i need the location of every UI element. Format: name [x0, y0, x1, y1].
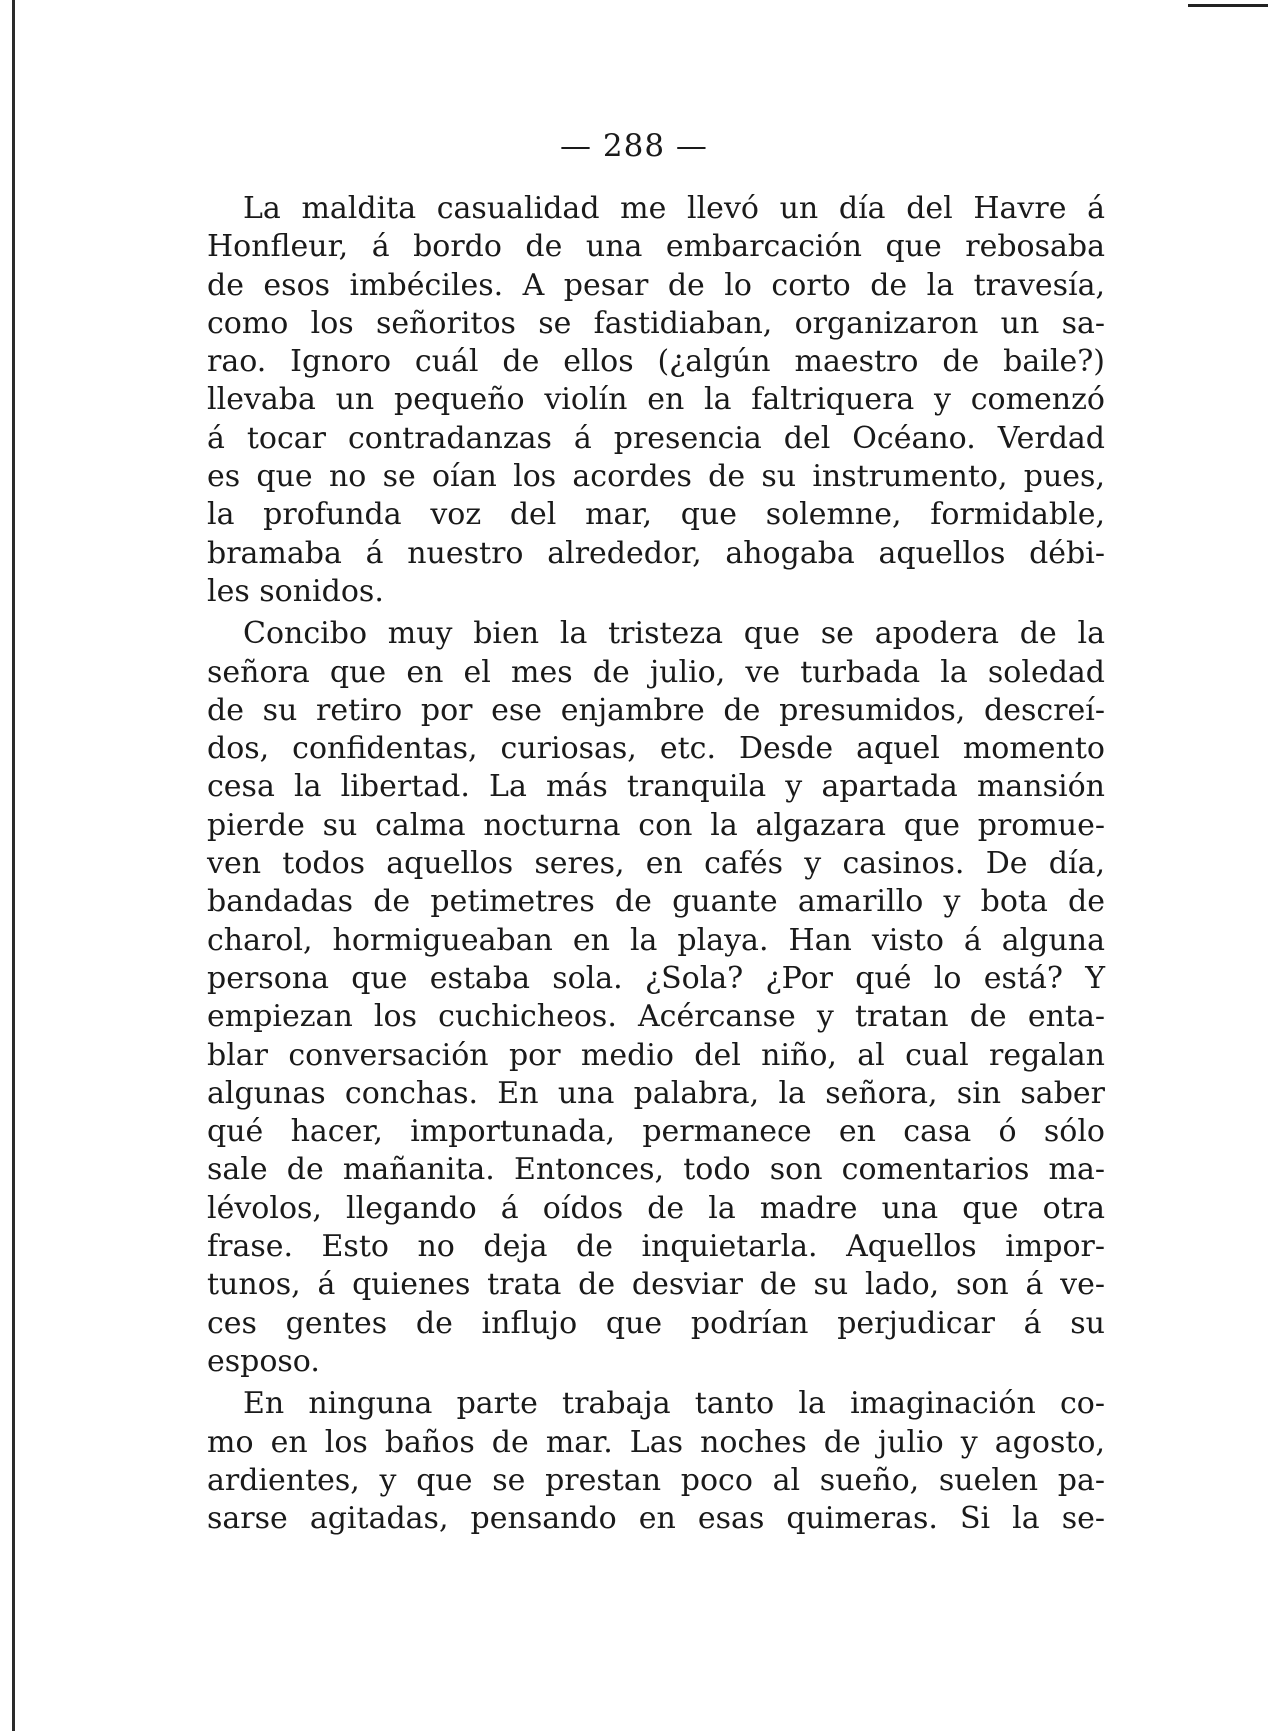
top-rule: [1188, 4, 1268, 7]
text-line: la profunda voz del mar, que solemne, formidable,: [207, 497, 1105, 533]
text-line: lévolos, llegando á oídos de la madre una que otra: [207, 1190, 1105, 1226]
text-line: como los señoritos se fastidiaban, organizaron un sa-: [207, 305, 1105, 341]
text-line: ces gentes de influjo que podrían perjudicar á su: [207, 1305, 1105, 1341]
text-line: de esos imbéciles. A pesar de lo corto de la travesía,: [207, 267, 1105, 303]
text-line: les sonidos.: [207, 573, 384, 609]
text-line: persona que estaba sola. ¿Sola? ¿Por qué lo está? Y: [207, 960, 1105, 996]
text-line: señora que en el mes de julio, ve turbada la soledad: [207, 654, 1105, 690]
text-line: esposo.: [207, 1343, 320, 1379]
text-line: ardientes, y que se prestan poco al sueño, suelen pa-: [207, 1462, 1105, 1498]
text-line: Concibo muy bien la tristeza que se apodera de la: [243, 616, 1105, 652]
text-line: frase. Esto no deja de inquietarla. Aquellos impor-: [207, 1229, 1105, 1265]
text-line: bandadas de petimetres de guante amarillo y bota de: [207, 884, 1105, 920]
text-line: Honfleur, á bordo de una embarcación que rebosaba: [207, 229, 1105, 265]
text-line: cesa la libertad. La más tranquila y apartada mansión: [207, 769, 1105, 805]
text-line: ven todos aquellos seres, en cafés y casinos. De día,: [207, 846, 1105, 882]
text-line: sarse agitadas, pensando en esas quimeras. Si la se-: [207, 1501, 1105, 1537]
text-line: mo en los baños de mar. Las noches de julio y agosto,: [207, 1424, 1105, 1460]
text-line: empiezan los cuchicheos. Acércanse y tratan de enta-: [207, 999, 1105, 1035]
text-line: algunas conchas. En una palabra, la señora, sin saber: [207, 1075, 1105, 1111]
text-line: de su retiro por ese enjambre de presumidos, descreí-: [207, 692, 1105, 728]
paragraph-3: [207, 1385, 1105, 1538]
text-line: pierde su calma nocturna con la algazara que promue-: [207, 807, 1105, 843]
text-line: La maldita casualidad me llevó un día del Havre á: [243, 191, 1105, 226]
body-text: [207, 190, 1105, 1538]
text-line: bramaba á nuestro alrededor, ahogaba aquellos débi-: [207, 535, 1105, 571]
text-line: charol, hormigueaban en la playa. Han visto á alguna: [207, 922, 1105, 958]
text-line: qué hacer, importunada, permanece en casa ó sólo: [207, 1114, 1105, 1150]
text-line: sale de mañanita. Entonces, todo son comentarios ma-: [207, 1152, 1105, 1188]
binding-edge: [12, 0, 15, 1731]
paragraph-2: [207, 615, 1105, 1381]
text-line: á tocar contradanzas á presencia del Océano. Verdad: [207, 420, 1105, 456]
text-line: tunos, á quienes trata de desviar de su lado, son á ve-: [207, 1267, 1105, 1303]
text-line: En ninguna parte trabaja tanto la imaginación co-: [243, 1386, 1105, 1422]
page-number: — 288 —: [560, 128, 708, 164]
text-line: llevaba un pequeño violín en la faltriquera y comenzó: [207, 382, 1105, 418]
text-line: rao. Ignoro cuál de ellos (¿algún maestro de baile?): [207, 344, 1105, 380]
text-line: blar conversación por medio del niño, al cual regalan: [207, 1037, 1105, 1073]
text-line: es que no se oían los acordes de su instrumento, pues,: [207, 459, 1105, 495]
text-line: dos, confidentas, curiosas, etc. Desde aquel momento: [207, 731, 1105, 767]
paragraph-1: [207, 190, 1105, 611]
